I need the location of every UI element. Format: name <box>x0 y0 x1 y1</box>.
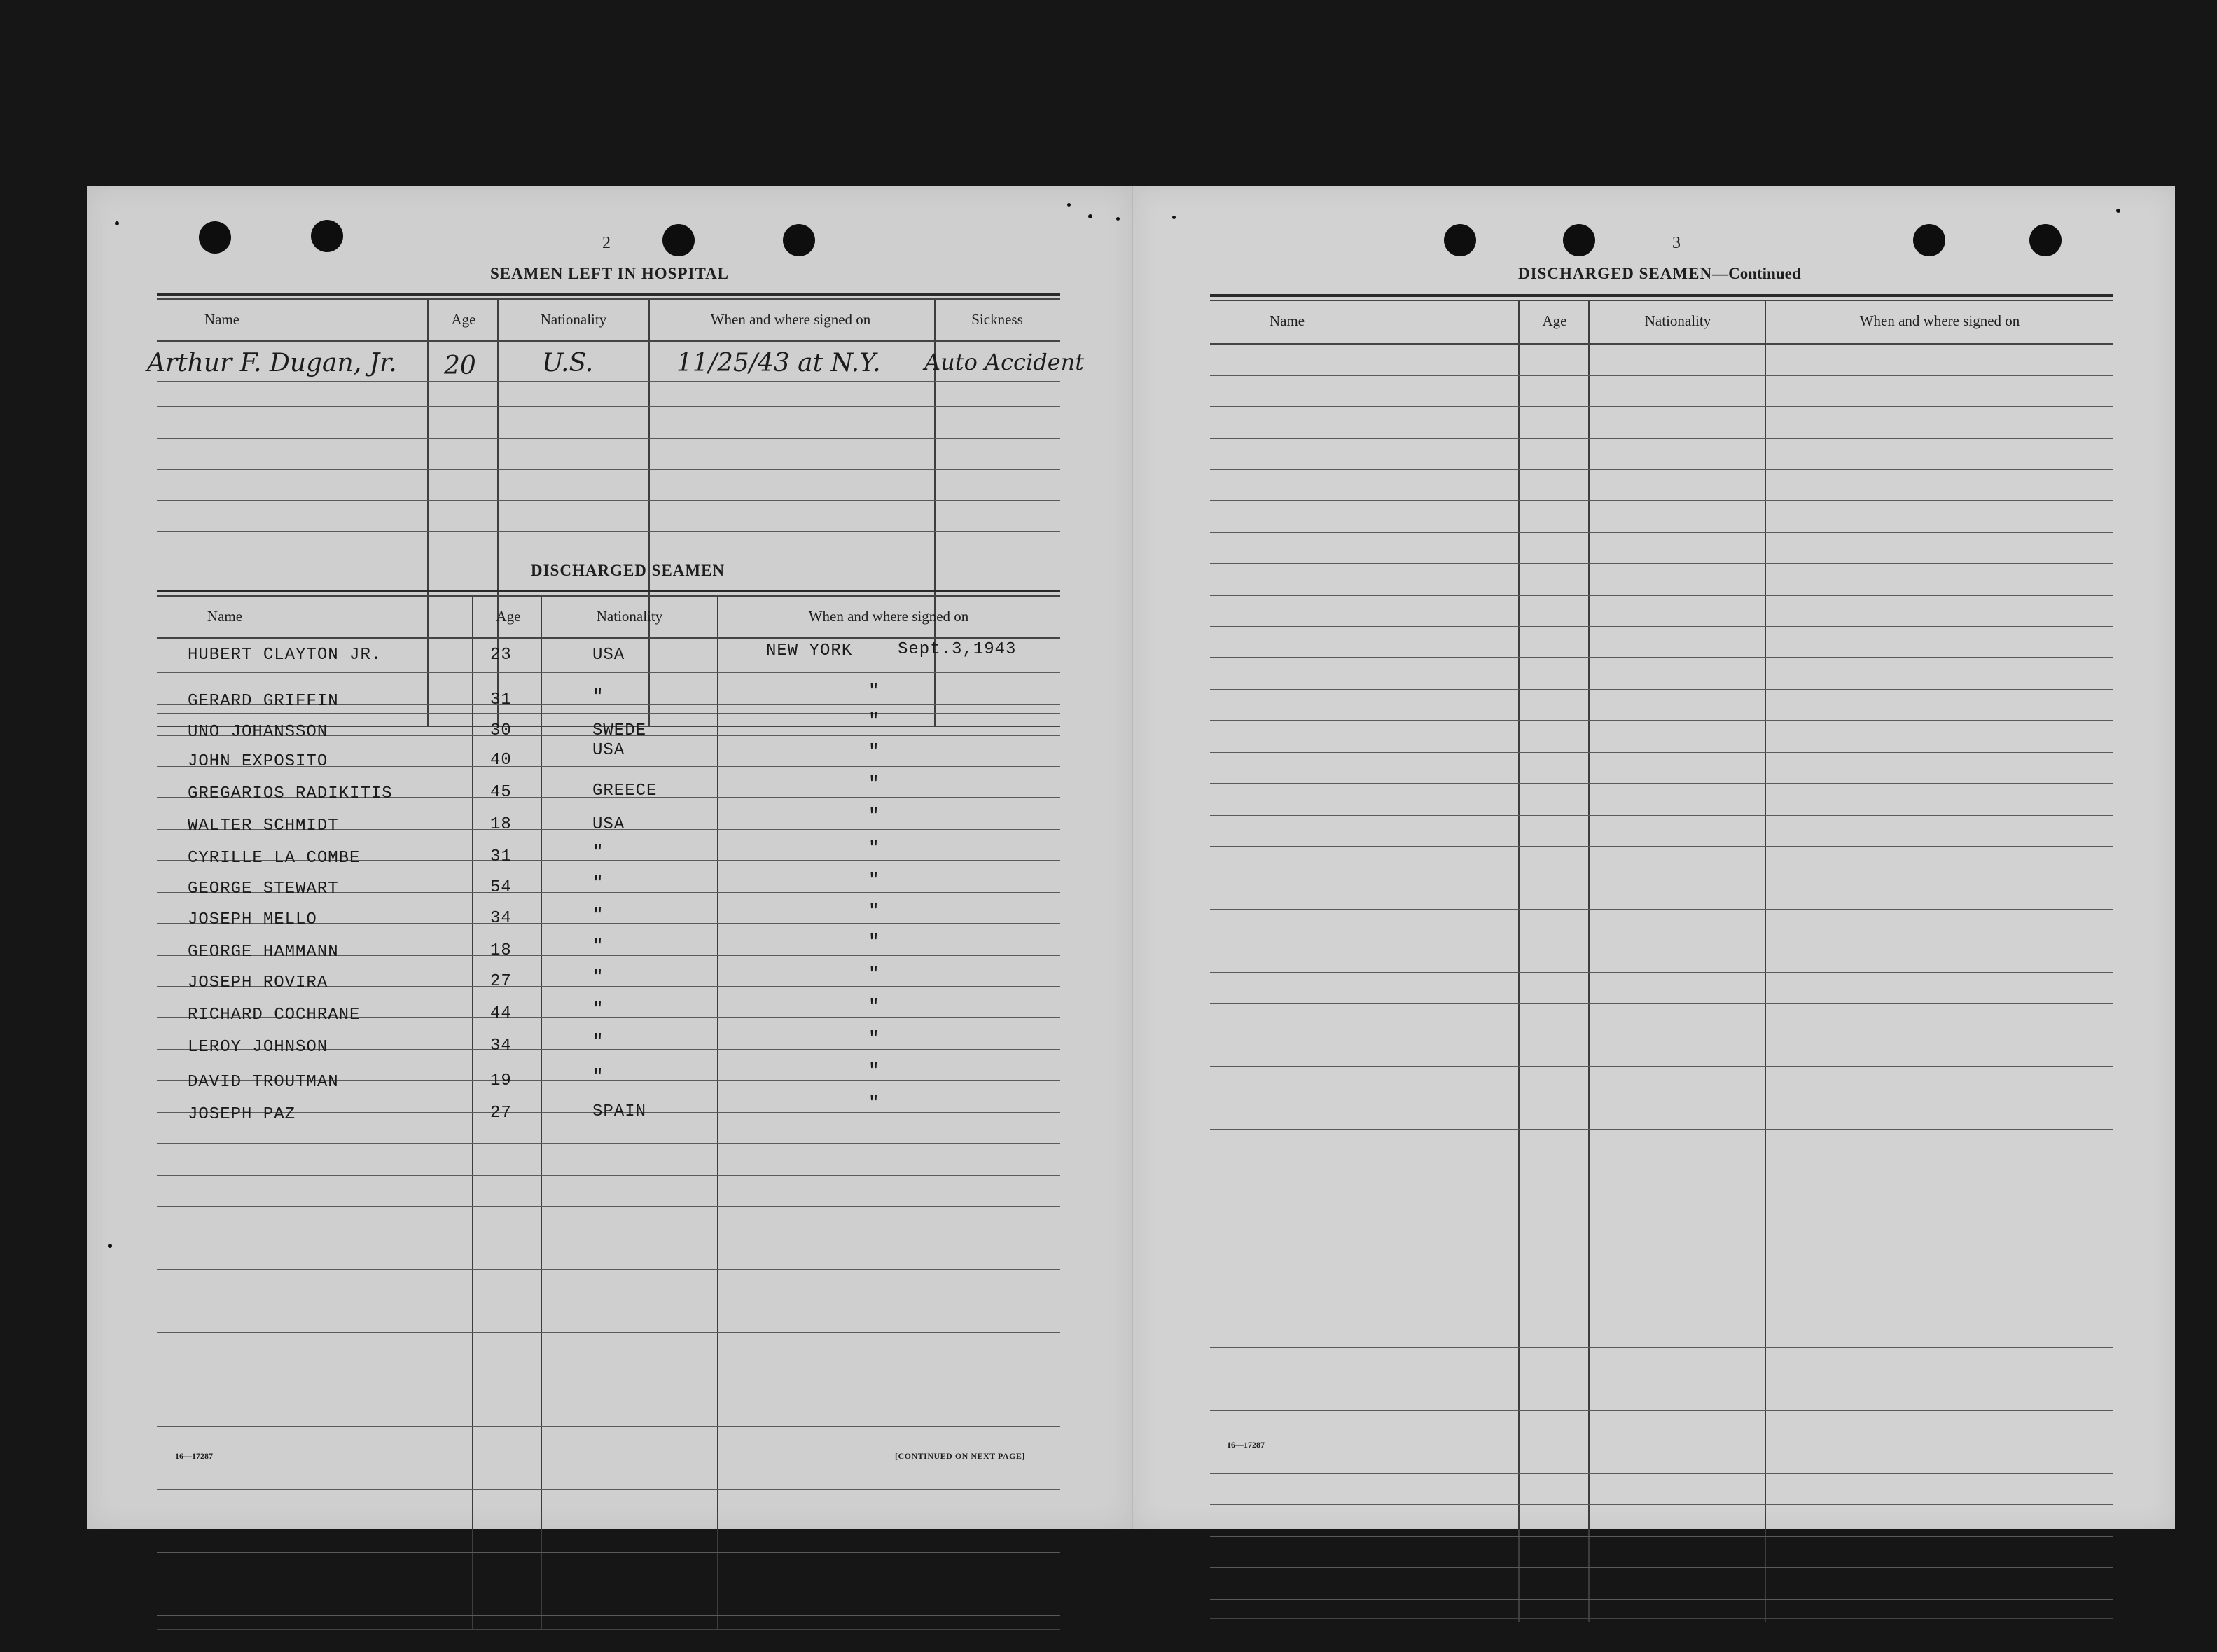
row-rule <box>1210 563 2113 564</box>
seaman-age: 34 <box>490 909 512 928</box>
seaman-age: 40 <box>490 751 512 770</box>
seaman-name: RICHARD COCHRANE <box>188 1006 361 1025</box>
seaman-signed-on-date: " <box>868 964 880 985</box>
header-rule <box>1210 343 2113 345</box>
seaman-signed-on-place: NEW YORK <box>766 641 853 660</box>
seaman-name: JOSEPH ROVIRA <box>188 973 328 992</box>
seaman-signed-on-date: " <box>868 1092 880 1113</box>
seaman-age: 23 <box>490 646 512 665</box>
seaman-age: 19 <box>490 1071 512 1090</box>
column-header-age: Age <box>451 311 476 328</box>
ink-speck <box>1088 214 1092 218</box>
seaman-age: 31 <box>490 847 512 866</box>
column-divider <box>427 300 429 726</box>
column-header-signed-on: When and where signed on <box>808 608 969 625</box>
row-rule <box>1210 689 2113 690</box>
seaman-signed-on-date: " <box>868 773 880 794</box>
seaman-age: 31 <box>490 690 512 709</box>
seaman-nationality: " <box>592 1031 604 1052</box>
seaman-signed-on-date: " <box>868 931 880 952</box>
row-rule <box>1210 406 2113 407</box>
form-number: 16—17287 <box>1227 1440 1265 1450</box>
continued-section-title <box>1518 265 1801 283</box>
ink-speck <box>1067 203 1071 207</box>
seaman-name: CYRILLE LA COMBE <box>188 849 361 868</box>
seaman-nationality: USA <box>592 815 625 834</box>
seaman-age: 45 <box>490 783 512 802</box>
row-rule <box>157 1489 1060 1490</box>
row-rule <box>1210 815 2113 816</box>
seaman-nationality: " <box>592 686 604 707</box>
table-bottom-rule <box>1210 1618 2113 1619</box>
seaman-signed-on-date: " <box>868 870 880 891</box>
row-rule <box>1210 752 2113 753</box>
seaman-name: JOHN EXPOSITO <box>188 752 328 771</box>
punch-hole <box>311 220 343 252</box>
seaman-signed-on-date: " <box>868 681 880 702</box>
column-header-signed-on: When and where signed on <box>710 311 871 328</box>
row-rule <box>1210 626 2113 627</box>
left-page <box>87 186 1132 1529</box>
punch-hole <box>2029 224 2062 256</box>
seaman-age: 44 <box>490 1004 512 1023</box>
row-rule <box>1210 1504 2113 1505</box>
punch-hole <box>783 224 815 256</box>
row-rule <box>157 438 1060 439</box>
row-rule <box>157 672 1060 673</box>
header-rule <box>157 340 1060 342</box>
ink-speck <box>108 1244 112 1248</box>
row-rule <box>1210 909 2113 910</box>
seaman-signed-on-date: " <box>868 1028 880 1049</box>
section-title-suffix: —Continued <box>1712 265 1801 282</box>
seaman-name: GEORGE HAMMANN <box>188 943 339 962</box>
seaman-nationality: USA <box>592 741 625 760</box>
row-rule <box>157 1552 1060 1553</box>
ink-speck <box>2116 209 2120 213</box>
row-rule <box>1210 720 2113 721</box>
table-bottom-rule <box>157 1629 1060 1630</box>
row-rule <box>1210 1599 2113 1600</box>
table-rule <box>1210 294 2113 297</box>
column-header-name: Name <box>207 608 243 625</box>
row-rule <box>1210 972 2113 973</box>
row-rule <box>157 381 1060 382</box>
row-rule <box>1210 532 2113 533</box>
column-header-age: Age <box>1542 312 1567 329</box>
row-rule <box>157 1332 1060 1333</box>
column-divider <box>648 300 650 726</box>
column-divider <box>541 597 542 1629</box>
seaman-nationality: " <box>592 873 604 894</box>
row-rule <box>157 500 1060 501</box>
row-rule <box>157 1143 1060 1144</box>
discharged-section-title: DISCHARGED SEAMEN <box>531 562 725 579</box>
row-rule <box>1210 846 2113 847</box>
seaman-nationality: GREECE <box>592 782 658 800</box>
column-header-name: Name <box>204 311 240 328</box>
row-rule <box>1210 1129 2113 1130</box>
seaman-nationality: " <box>592 966 604 987</box>
continued-note: [CONTINUED ON NEXT PAGE] <box>895 1451 1025 1461</box>
row-rule <box>1210 469 2113 470</box>
row-rule <box>157 1206 1060 1207</box>
seaman-nationality: SWEDE <box>592 721 647 740</box>
row-rule <box>157 1175 1060 1176</box>
row-rule <box>1210 1567 2113 1568</box>
seaman-name: WALTER SCHMIDT <box>188 817 339 835</box>
seaman-nationality: " <box>592 936 604 957</box>
table-rule <box>157 293 1060 296</box>
seaman-nationality: USA <box>592 646 625 665</box>
seaman-age: 27 <box>490 972 512 991</box>
seaman-name: GERARD GRIFFIN <box>188 692 339 711</box>
column-divider <box>472 597 473 1629</box>
row-rule <box>1210 1410 2113 1411</box>
row-rule <box>1210 1347 2113 1348</box>
row-rule <box>1210 1473 2113 1474</box>
column-header-nationality: Nationality <box>596 608 663 625</box>
table-rule <box>157 590 1060 592</box>
seaman-name: UNO JOHANSSON <box>188 723 328 742</box>
punch-hole <box>199 221 231 254</box>
punch-hole <box>662 224 695 256</box>
table-rule <box>157 298 1060 300</box>
seaman-nationality: " <box>592 999 604 1020</box>
hospital-age-cell: 20 <box>444 352 476 380</box>
page-number: 3 <box>1672 234 1681 252</box>
seaman-name: GREGARIOS RADIKITIS <box>188 784 393 803</box>
header-rule <box>157 637 1060 639</box>
seaman-nationality: SPAIN <box>592 1102 647 1121</box>
table-rule <box>1210 300 2113 301</box>
column-header-sickness: Sickness <box>971 311 1023 328</box>
seaman-age: 18 <box>490 941 512 960</box>
seaman-name: DAVID TROUTMAN <box>188 1073 339 1092</box>
seaman-age: 18 <box>490 815 512 834</box>
seaman-signed-on-date: " <box>868 901 880 922</box>
row-rule <box>1210 1003 2113 1004</box>
column-divider <box>1518 301 1520 1622</box>
row-rule <box>1210 657 2113 658</box>
punch-hole <box>1444 224 1476 256</box>
seaman-signed-on-date: " <box>868 710 880 731</box>
seaman-signed-on-date: " <box>868 996 880 1017</box>
column-divider <box>1588 301 1590 1622</box>
punch-hole <box>1563 224 1595 256</box>
hospital-nationality-cell: U.S. <box>542 349 594 377</box>
hospital-sickness-cell: Auto Accident <box>924 349 1085 375</box>
seaman-signed-on-date: Sept.3,1943 <box>898 640 1017 659</box>
row-rule <box>1210 438 2113 439</box>
page-number: 2 <box>602 234 611 252</box>
seaman-age: 30 <box>490 721 512 740</box>
row-rule <box>157 469 1060 470</box>
seaman-age: 34 <box>490 1036 512 1055</box>
row-rule <box>157 531 1060 532</box>
seaman-signed-on-date: " <box>868 838 880 859</box>
seaman-nationality: " <box>592 905 604 926</box>
seaman-signed-on-date: " <box>868 1060 880 1081</box>
row-rule <box>1210 783 2113 784</box>
row-rule <box>1210 375 2113 376</box>
column-divider <box>717 597 718 1629</box>
row-rule <box>157 1426 1060 1427</box>
seaman-name: LEROY JOHNSON <box>188 1038 328 1057</box>
punch-hole <box>1913 224 1945 256</box>
ink-speck <box>1116 217 1120 221</box>
seaman-nationality: " <box>592 842 604 863</box>
column-header-age: Age <box>496 608 521 625</box>
table-rule <box>157 595 1060 597</box>
column-header-signed-on: When and where signed on <box>1859 312 2020 329</box>
seaman-age: 54 <box>490 878 512 897</box>
row-rule <box>157 1615 1060 1616</box>
hospital-section-title: SEAMEN LEFT IN HOSPITAL <box>490 265 730 282</box>
section-title-main: DISCHARGED SEAMEN <box>1518 265 1713 282</box>
column-header-name: Name <box>1269 312 1305 329</box>
seaman-name: GEORGE STEWART <box>188 880 339 898</box>
hospital-name-cell: Arthur F. Dugan, Jr. <box>147 349 397 377</box>
column-header-nationality: Nationality <box>540 311 607 328</box>
seaman-name: HUBERT CLAYTON JR. <box>188 646 382 665</box>
form-number: 16—17287 <box>175 1451 213 1461</box>
seaman-name: JOSEPH MELLO <box>188 910 317 929</box>
seaman-signed-on-date: " <box>868 805 880 826</box>
seaman-age: 27 <box>490 1104 512 1123</box>
seaman-nationality: " <box>592 1066 604 1087</box>
column-header-nationality: Nationality <box>1644 312 1711 329</box>
row-rule <box>157 1269 1060 1270</box>
column-divider <box>1765 301 1766 1622</box>
row-rule <box>1210 1536 2113 1537</box>
row-rule <box>1210 1066 2113 1067</box>
hospital-signed-on-cell: 11/25/43 at N.Y. <box>676 349 881 377</box>
ink-speck <box>115 221 119 225</box>
right-page <box>1132 186 2175 1529</box>
seaman-signed-on-date: " <box>868 741 880 762</box>
ink-speck <box>1172 216 1176 219</box>
row-rule <box>1210 500 2113 501</box>
row-rule <box>1210 595 2113 596</box>
seaman-name: JOSEPH PAZ <box>188 1105 296 1124</box>
row-rule <box>157 406 1060 407</box>
row-rule <box>157 713 1060 714</box>
